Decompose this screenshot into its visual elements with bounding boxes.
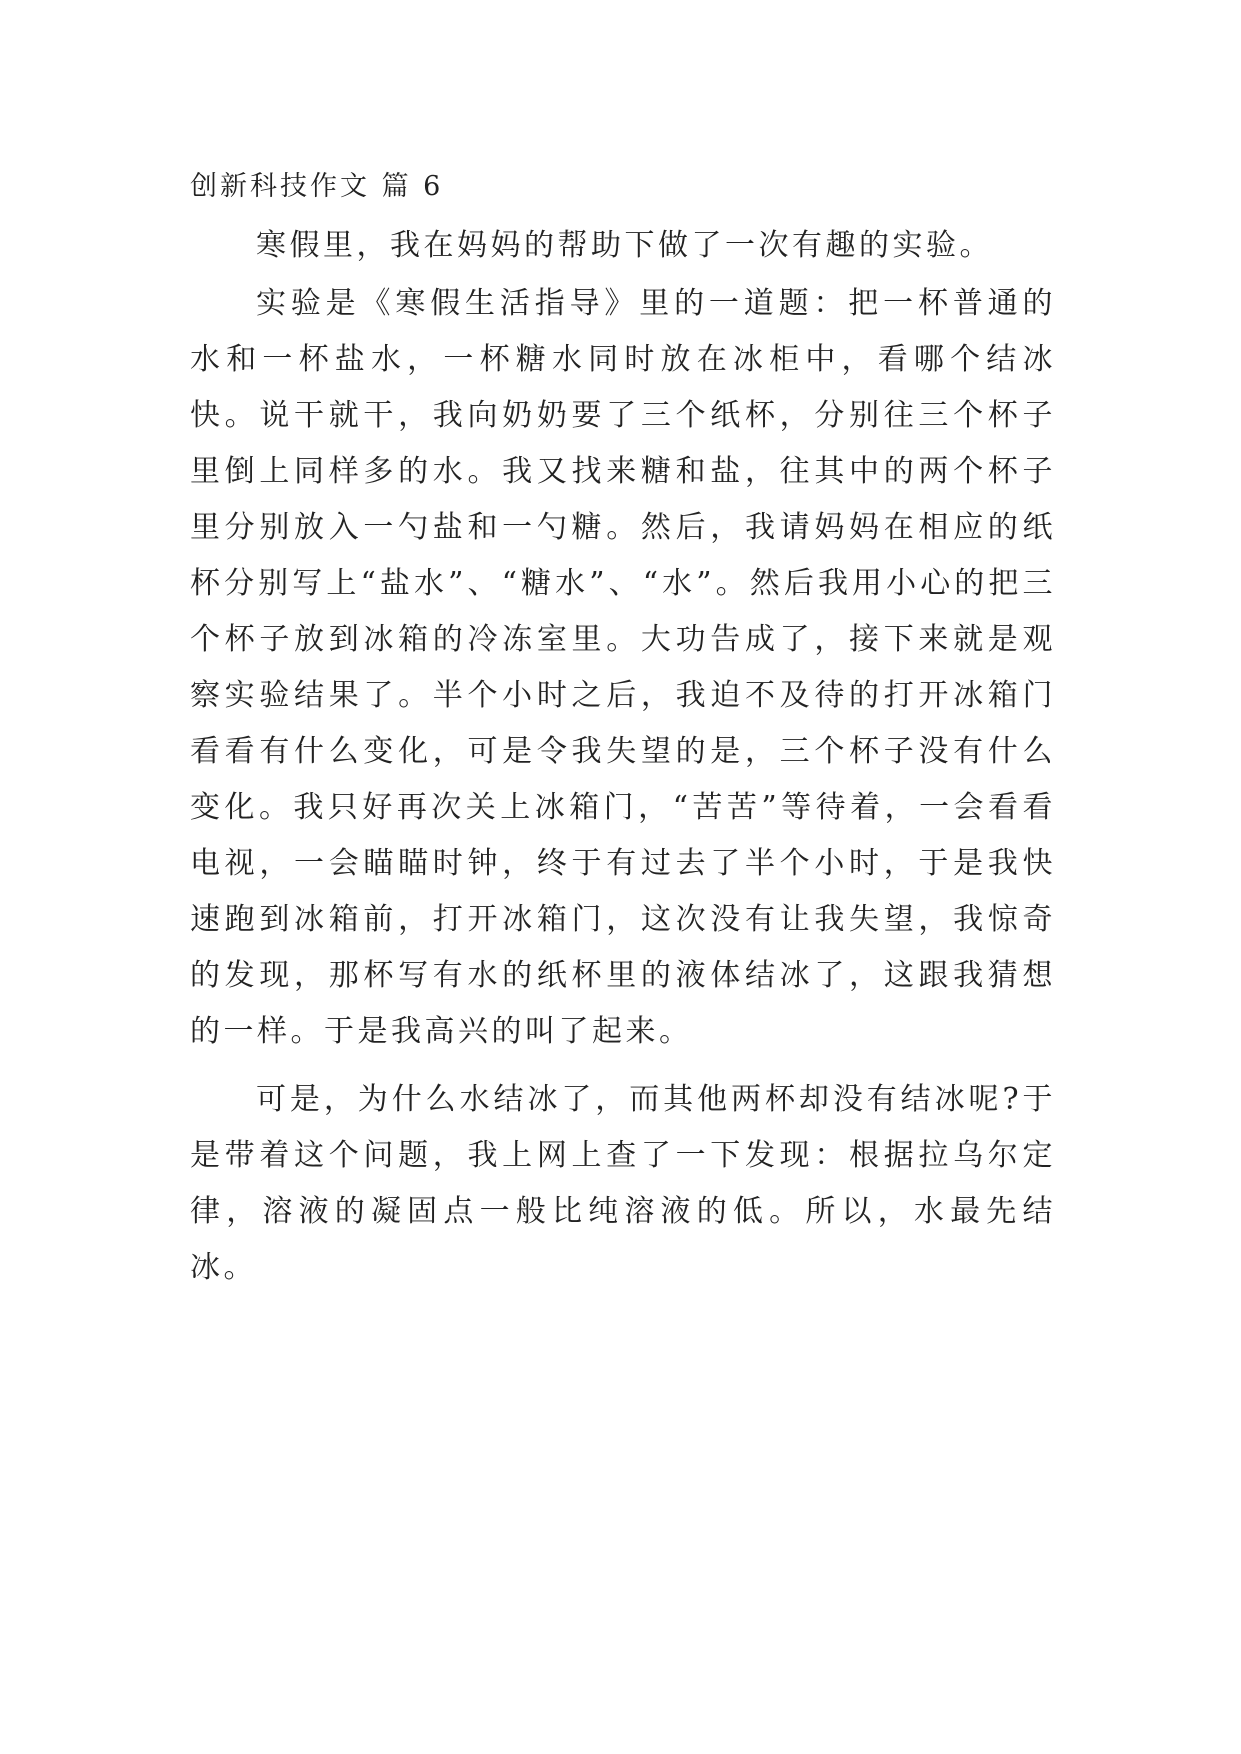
paragraph-experiment: 实验是《寒假生活指导》里的一道题：把一杯普通的水和一杯盐水，一杯糖水同时放在冰柜中，看哪个结冰快。说干就干，我向奶奶要了三个纸杯，分别往三个杯子里倒上同样多的水。我又找来糖和盐，往其中的两个杯子里分别放入一勺盐和一勺糖。然后，我请妈妈在相应的纸杯分别写上“盐水”、“糖水”、“水”。然后我用小心的把三个杯子放到冰箱的冷冻室里。大功告成了，接下来就是观察实验结果了。半个小时之后，我迫不及待的打开冰箱门看看有什么变化，可是令我失望的是，三个杯子没有什么变化。我只好再次关上冰箱门，“苦苦”等待着，一会看看电视，一会瞄瞄时钟，终于有过去了半个小时，于是我快速跑到冰箱前，打开冰箱门，这次没有让我失望，我惊奇的发现，那杯写有水的纸杯里的液体结冰了，这跟我猜想的一样。于是我高兴的叫了起来。 [190,286,1056,1049]
document-body [190,218,1056,1296]
document-title: 创新科技作文 篇 6 [190,171,444,202]
paragraph-conclusion: 可是，为什么水结冰了，而其他两杯却没有结冰呢?于是带着这个问题，我上网上查了一下发现：根据拉乌尔定律，溶液的凝固点一般比纯溶液的低。所以，水最先结冰。 [190,1082,1056,1285]
paragraph-intro: 寒假里，我在妈妈的帮助下做了一次有趣的实验。 [256,228,993,263]
